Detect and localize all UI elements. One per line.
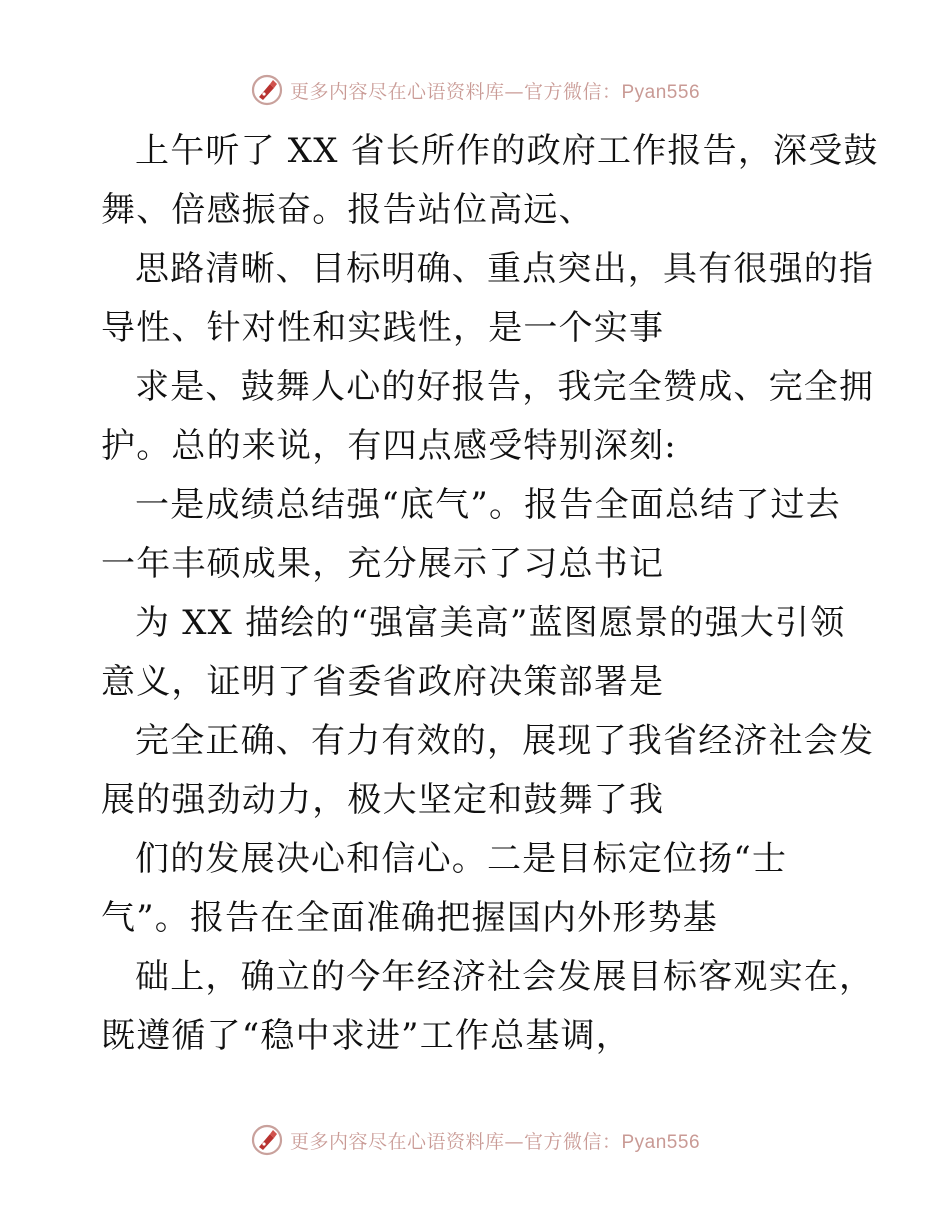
watermark-separator: — (504, 1130, 524, 1153)
paragraph-line: 完全正确、有力有效的，展现了我省经济社会发 (135, 721, 875, 761)
watermark-separator: — (504, 80, 524, 103)
watermark-wechat-id: Pyan556 (621, 81, 701, 103)
paragraph-line: 一是成绩总结强“底气”。报告全面总结了过去 (135, 485, 841, 525)
paragraph-line: 求是、鼓舞人心的好报告，我完全赞成、完全拥 (135, 367, 875, 407)
watermark-wechat-label: 官方微信： (523, 80, 622, 103)
paragraph-line: 们的发展决心和信心。二是目标定位扬“士 (135, 839, 788, 879)
watermark-site-text: 更多内容尽在心语资料库 (289, 80, 505, 103)
paragraph-line: 导性、针对性和实践性，是一个实事 (101, 308, 665, 348)
pen-nib-circle-icon (250, 73, 284, 107)
pen-nib-circle-icon (250, 1123, 284, 1157)
paragraph-line: 一年丰硕成果，充分展示了习总书记 (101, 544, 665, 584)
header-watermark (0, 70, 950, 110)
document-body (101, 122, 879, 1066)
watermark-site-text: 更多内容尽在心语资料库 (289, 1130, 505, 1153)
paragraph-line: 气”。报告在全面准确把握国内外形势基 (101, 898, 718, 938)
paragraph-line: 舞、倍感振奋。报告站位高远、 (101, 190, 594, 230)
watermark-text (290, 77, 700, 104)
watermark-wechat-label: 官方微信： (523, 1130, 622, 1153)
watermark-text (290, 1127, 700, 1154)
footer-watermark (0, 1120, 950, 1160)
watermark-wechat-id: Pyan556 (621, 1131, 701, 1153)
paragraph-line: 础上，确立的今年经济社会发展目标客观实在， (135, 957, 875, 997)
paragraph-line: 思路清晰、目标明确、重点突出，具有很强的指 (135, 249, 875, 289)
paragraph-line: 为 XX 描绘的“强富美高”蓝图愿景的强大引领 (135, 603, 846, 643)
paragraph-line: 意义，证明了省委省政府决策部署是 (101, 662, 665, 702)
paragraph-line: 既遵循了“稳中求进”工作总基调， (101, 1016, 631, 1056)
paragraph-line: 护。总的来说，有四点感受特别深刻: (101, 426, 677, 466)
paragraph-line: 展的强劲动力，极大坚定和鼓舞了我 (101, 780, 665, 820)
paragraph-line: 上午听了 XX 省长所作的政府工作报告，深受鼓 (135, 131, 879, 171)
